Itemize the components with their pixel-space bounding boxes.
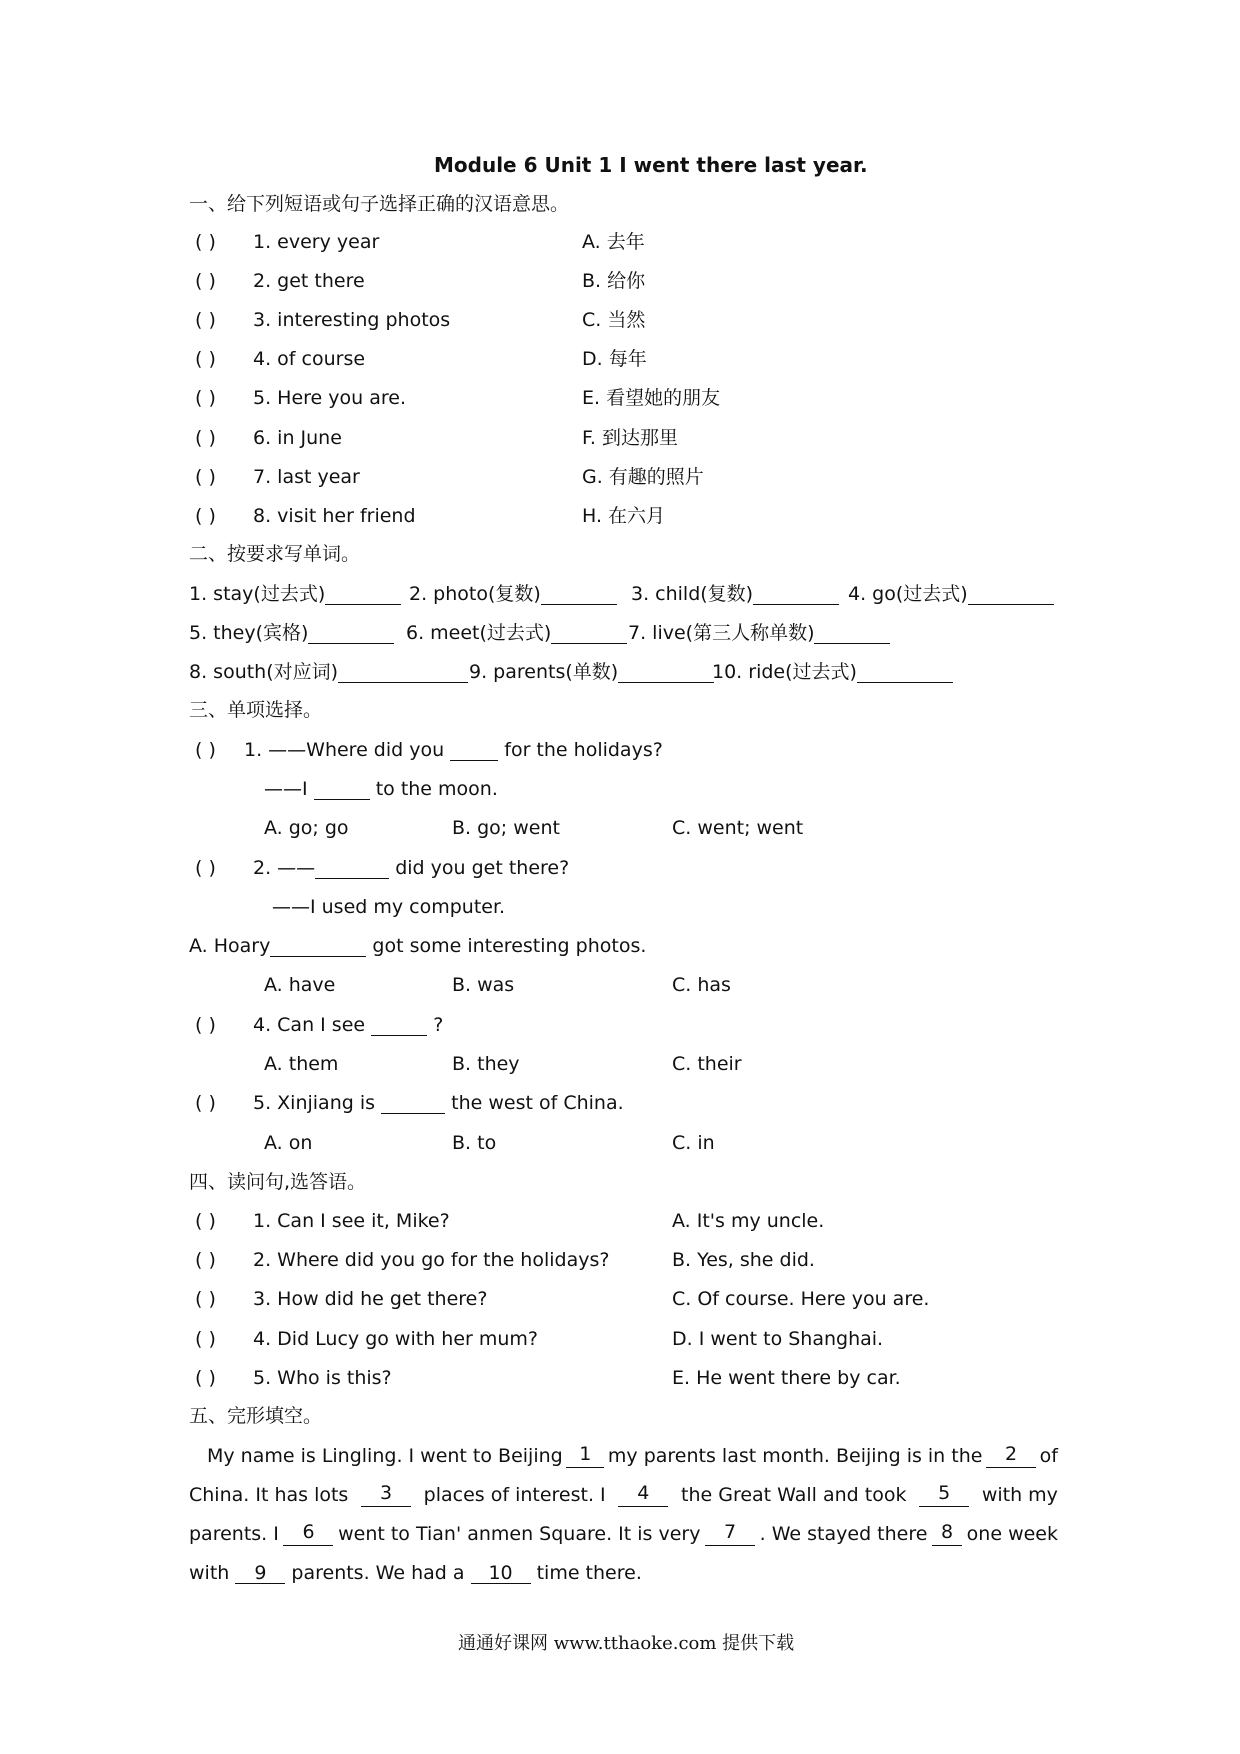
answer-blank[interactable]	[541, 584, 617, 605]
section-3-heading: 三、单项选择。	[189, 699, 323, 721]
s4-row-question: 1. Can I see it, Mike?	[253, 1210, 450, 1232]
s1-row-item: 6. in June	[253, 427, 342, 449]
s2-item: 9. parents(单数)	[469, 660, 714, 684]
s1-row-option: D. 每年	[582, 348, 647, 370]
s1-row-paren: ( )	[195, 505, 216, 527]
s3-q1-line1: 1. ——Where did you for the holidays?	[244, 739, 663, 761]
answer-blank[interactable]	[450, 740, 498, 761]
s4-row-answer: B. Yes, she did.	[672, 1249, 815, 1271]
answer-blank[interactable]	[308, 623, 394, 644]
cloze-blank[interactable]: 6	[283, 1522, 333, 1546]
s2-item: 8. south(对应词)	[189, 660, 468, 684]
s1-row-option: C. 当然	[582, 309, 646, 331]
answer-blank[interactable]	[371, 1015, 427, 1036]
s1-row-option: F. 到达那里	[582, 427, 678, 449]
answer-blank[interactable]	[315, 858, 389, 879]
cloze-blank[interactable]: 10	[471, 1563, 531, 1584]
s2-item: 10. ride(过去式)	[712, 660, 953, 684]
cloze-blank[interactable]: 7	[705, 1522, 755, 1546]
s1-row-option: H. 在六月	[582, 505, 666, 527]
s1-row-paren: ( )	[195, 231, 216, 253]
answer-blank[interactable]	[314, 779, 370, 800]
s3-q2-paren: ( )	[195, 857, 216, 879]
answer-blank[interactable]	[814, 623, 890, 644]
answer-blank[interactable]	[618, 662, 714, 683]
s4-row-question: 3. How did he get there?	[253, 1288, 488, 1310]
s1-row-option: E. 看望她的朋友	[582, 387, 721, 409]
s1-row-item: 3. interesting photos	[253, 309, 451, 331]
s3-q2-line1: 2. —— did you get there?	[253, 857, 570, 879]
s4-row-answer: A. It's my uncle.	[672, 1210, 825, 1232]
s3-q5-option: A. on	[264, 1132, 313, 1154]
s2-item: 3. child(复数)	[631, 582, 839, 606]
s3-q1-paren: ( )	[195, 739, 216, 761]
cloze-line-2: China. It has lots 3 places of interest. I 4 the Great Wall and took 5 with my	[189, 1482, 1058, 1506]
s4-row-question: 2. Where did you go for the holidays?	[253, 1249, 610, 1271]
s4-row-answer: E. He went there by car.	[672, 1367, 901, 1389]
s1-row-item: 7. last year	[253, 466, 360, 488]
s3-q5-option: B. to	[452, 1132, 497, 1154]
s3-q3-option: C. has	[672, 974, 731, 996]
s1-row-paren: ( )	[195, 466, 216, 488]
s2-item: 6. meet(过去式)	[406, 621, 627, 645]
answer-blank[interactable]	[325, 584, 401, 605]
cloze-blank[interactable]: 1	[566, 1444, 604, 1468]
s3-q1-line2: ——I to the moon.	[264, 778, 498, 800]
cloze-line-3: parents. I 6 went to Tian' anmen Square. It is very 7 . We stayed there 8 one week	[189, 1521, 1058, 1545]
s2-item: 2. photo(复数)	[409, 582, 617, 606]
s3-q1-option: A. go; go	[264, 817, 349, 839]
answer-blank[interactable]	[551, 623, 627, 644]
s4-row-paren: ( )	[195, 1249, 216, 1271]
s1-row-option: B. 给你	[582, 270, 646, 292]
cloze-line-4: with 9 parents. We had a 10 time there.	[189, 1562, 642, 1584]
footer-source: 通通好课网 www.tthaoke.com 提供下载	[458, 1633, 795, 1654]
cloze-blank[interactable]: 8	[932, 1522, 962, 1546]
s4-row-question: 4. Did Lucy go with her mum?	[253, 1328, 538, 1350]
s4-row-paren: ( )	[195, 1288, 216, 1310]
s2-item: 1. stay(过去式)	[189, 582, 401, 606]
s1-row-item: 1. every year	[253, 231, 380, 253]
cloze-blank[interactable]: 9	[235, 1563, 285, 1584]
cloze-blank[interactable]: 2	[986, 1444, 1036, 1468]
s1-row-item: 4. of course	[253, 348, 366, 370]
s1-row-paren: ( )	[195, 427, 216, 449]
s3-q3-line: A. Hoary got some interesting photos.	[189, 935, 647, 957]
section-2-heading: 二、按要求写单词。	[189, 543, 361, 565]
answer-blank[interactable]	[270, 936, 366, 957]
s1-row-paren: ( )	[195, 309, 216, 331]
s3-q5-option: C. in	[672, 1132, 715, 1154]
s1-row-paren: ( )	[195, 348, 216, 370]
s4-row-paren: ( )	[195, 1328, 216, 1350]
s4-row-answer: C. Of course. Here you are.	[672, 1288, 930, 1310]
s3-q4-option: B. they	[452, 1053, 520, 1075]
s2-item: 4. go(过去式)	[848, 582, 1054, 606]
s3-q4-option: A. them	[264, 1053, 339, 1075]
s2-item: 5. they(宾格)	[189, 621, 394, 645]
section-4-heading: 四、读问句,选答语。	[189, 1171, 367, 1193]
page-title: Module 6 Unit 1 I went there last year.	[434, 153, 868, 177]
s4-row-paren: ( )	[195, 1367, 216, 1389]
answer-blank[interactable]	[338, 662, 468, 683]
s1-row-item: 2. get there	[253, 270, 365, 292]
cloze-blank[interactable]: 3	[361, 1483, 411, 1507]
s3-q4-line: 4. Can I see ?	[253, 1014, 444, 1036]
s2-item: 7. live(第三人称单数)	[628, 621, 890, 645]
s1-row-paren: ( )	[195, 270, 216, 292]
s1-row-paren: ( )	[195, 387, 216, 409]
s3-q4-option: C. their	[672, 1053, 742, 1075]
cloze-line-1: My name is Lingling. I went to Beijing 1 my parents last month. Beijing is in the 2 of	[207, 1443, 1058, 1467]
s3-q5-line: 5. Xinjiang is the west of China.	[253, 1092, 624, 1114]
s3-q1-option: C. went; went	[672, 817, 804, 839]
s3-q5-paren: ( )	[195, 1092, 216, 1114]
s3-q4-paren: ( )	[195, 1014, 216, 1036]
s4-row-paren: ( )	[195, 1210, 216, 1232]
s3-q3-option: A. have	[264, 974, 336, 996]
s1-row-option: G. 有趣的照片	[582, 466, 704, 488]
answer-blank[interactable]	[857, 662, 953, 683]
cloze-blank[interactable]: 4	[618, 1483, 668, 1507]
answer-blank[interactable]	[968, 584, 1054, 605]
s4-row-question: 5. Who is this?	[253, 1367, 392, 1389]
s1-row-item: 8. visit her friend	[253, 505, 416, 527]
s3-q1-option: B. go; went	[452, 817, 560, 839]
section-1-heading: 一、给下列短语或句子选择正确的汉语意思。	[189, 193, 570, 215]
section-5-heading: 五、完形填空。	[189, 1405, 323, 1427]
s3-q2-line2: ——I used my computer.	[272, 896, 506, 918]
s3-q3-option: B. was	[452, 974, 515, 996]
s1-row-item: 5. Here you are.	[253, 387, 406, 409]
cloze-blank[interactable]: 5	[919, 1483, 969, 1507]
s1-row-option: A. 去年	[582, 231, 645, 253]
answer-blank[interactable]	[753, 584, 839, 605]
s4-row-answer: D. I went to Shanghai.	[672, 1328, 884, 1350]
answer-blank[interactable]	[381, 1093, 445, 1114]
